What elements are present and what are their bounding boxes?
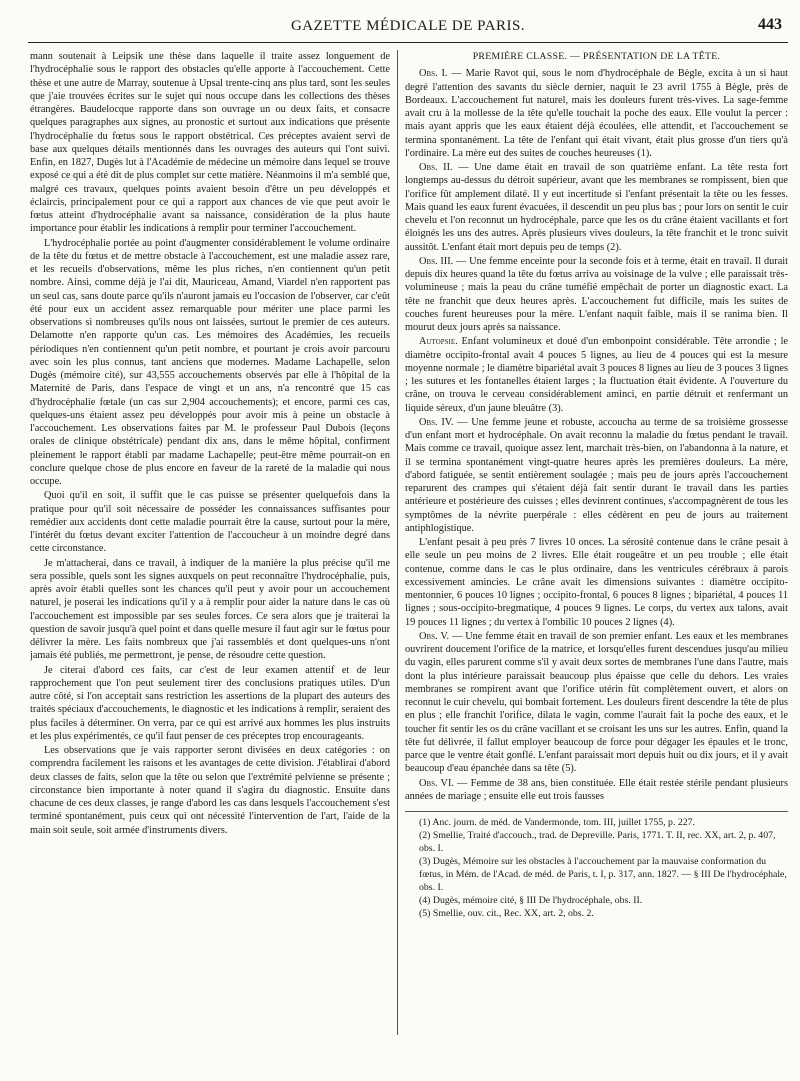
column-divider: [397, 50, 398, 1035]
observation: [405, 335, 788, 415]
right-column: [405, 50, 788, 1035]
observation-label: Obs. VI.: [419, 777, 454, 789]
page-number: 443: [758, 16, 782, 33]
observation-text: — Une femme jeune et robuste, accoucha au terme de sa troisième grossesse d'un enfant mort et hydrocéphale. On avait reconnu la maladie du fœtus pendant le travail. Mais comme ce travail, quoique assez lent, marchait très-bien, on l'abandonna à la nature, et il se termina spontanément vingt-quatre heures après les premières douleurs. La mère, d'abord fatiguée, se sentit entièrement soulagée ; mais peu de jours après l'accouchement reparurent des crampes qui s'étaient déjà fait sentir durant le travail dans les parties antérieure et postérieure des cuisses ; elles devinrent continues, s'accompagnèrent de tous les symptômes de la névrite puerpérale : elles cédèrent en peu de jours au traitement antiphlogistique.: [405, 416, 788, 534]
paragraph: Les observations que je vais rapporter seront divisées en deux catégories : on comprendra facilement les raisons et les avantages de cette division. J'établirai d'abord deux classes de faits, selon que la tête ou selon que l'extrémité pelvienne se présente ; circonstance bien importante à noter quand il s'agira du diagnostic. Ensuite dans chacune de ces deux classes, je range d'abord les cas dans lesquels l'accouchement s'est terminé spontanément, puis ceux qui ont nécessité l'intervention de l'art, l'aide de la main soit seule, soit armée d'instruments divers.: [30, 745, 390, 836]
paragraph: Quoi qu'il en soit, il suffit que le cas puisse se présenter quelquefois dans la pratique pour qu'il soit nécessaire de posséder les connaissances suffisantes pour remédier aux accidents dont cette maladie pourrait être la cause, surtout pour la mère, l'intérêt du fœtus devant exciter l'attention de l'accoucheur à un moindre degré dans cette circonstance.: [30, 490, 390, 555]
observation-text: — Une femme enceinte pour la seconde fois et à terme, était en travail. Il durait depuis dix heures quand la tête du fœtus arriva au voisinage de la vulve ; elle paraissait très-volumineuse ; mais la peau du crâne tuméfié empêchait de porter un diagnostic exact. La tête ne franchit que deux heures après. L'accouchement fut difficile, mais les suites de couches furent heureuses pour la mère. L'enfant naquit faible, mais il se ranima bien. Il mourut deux jours après sa naissance.: [405, 255, 788, 333]
observation: [405, 255, 788, 335]
section-heading: PREMIÈRE CLASSE. — PRÉSENTATION DE LA TÊTE.: [472, 51, 721, 62]
footnote: (5) Smellie, ouv. cit., Rec. XX, art. 2, obs. 2.: [419, 908, 594, 919]
paragraph: mann soutenait à Leipsik une thèse dans laquelle il traite assez longuement de l'hydrocéphalie sous le rapport des obstacles qu'elle apporte à l'accouchement. Cette thèse et une autre de Marray, soutenue à Upsal trente-cinq ans plus tard, sont les seules que j'aie trouvées écrites sur le sujet qui nous occupe dans les collections des thèses étrangères. Baudelocque rapporte dans son ouvrage un ou deux faits, et consacre quelques paragraphes aux signes, au pronostic et surtout aux indications que présente l'hydrocéphalie du fœtus sous le rapport obstétrical. Ces préceptes avaient servi de base aux quelques détails mentionnés dans les ouvrages des auteurs qui l'ont suivi. Enfin, en 1827, Dugès lut à l'Académie de médecine un mémoire dans lequel se trouve exposé ce qui a été dit de plus complet sur cette matière. Néanmoins il m'a semblé que, malgré ces travaux, quelques points avaient besoin d'être un peu développés et éclaircis, principalement pour ce qui a rapport aux chances de vie que peut avoir le fœtus atteint d'hydrocéphalie avant sa naissance, considération de la plus haute importance pour établir les indications à remplir pour terminer l'accouchement.: [30, 51, 390, 235]
paragraph: Je citerai d'abord ces faits, car c'est de leur examen attentif et de leur rapprochement que l'on peut seulement tirer des conclusions pratiques utiles. D'un autre côté, si l'on acceptait sans restriction les assertions de la plupart des auteurs des traités spéciaux d'accouchements, le diagnostic et les indications à remplir, seraient des plus faciles à déterminer. On verra, par ce qui est arrivé aux hommes les plus instruits et les plus expérimentés, ce qu'il faut penser de ces préceptes trop encourageants.: [30, 664, 390, 742]
observation: [405, 416, 788, 535]
observation-label: Autopsie.: [419, 336, 458, 348]
observation-text: — Marie Ravot qui, sous le nom d'hydrocéphale de Bègle, excita à un si haut degré l'attention des savants du siècle dernier, naquit le 23 avril 1755 à Bègle, près de Bordeaux. L'accouchement fut naturel, mais les douleurs furent très-vives. La sage-femme avait cru à la mollesse de la tête qu'elle touchait la poche des eaux. Elle voulut la percer : mais ayant appris que les eaux étaient déjà écoulées, elle attendit, et l'accouchement se termina spontanément. La tête de l'enfant qui était vivant, était plus grosse d'un tiers qu'à l'ordinaire. La mère eut des suites de couches heureuses (1).: [405, 68, 788, 159]
footnote: (3) Dugès, Mémoire sur les obstacles à l'accouchement par la mauvaise conformation du fœtus, in Mém. de l'Acad. de méd. de Paris, t. I, p. 317, ann. 1827. — § III De l'hydrocéphale, obs. I.: [419, 856, 787, 893]
paragraph: L'hydrocéphalie portée au point d'augmenter considérablement le volume ordinaire de la tête du fœtus et de mettre obstacle à l'accouchement, est une maladie assez rare, et les recueils d'observations, même les plus riches, n'en contiennent qu'un petit nombre. Ainsi, comme déjà je l'ai dit, Mauriceau, Amand, Viardel n'en rapportent pas un seul cas, sans doute parce qu'ils n'auront jamais eu l'occasion de l'observer, car c'eût été pour eux un accident assez remarquable pour mériter une place parmi les observations si nombreuses qu'ils nous ont laissées, surtout le premier de ces auteurs. Delamotte n'en rapporte qu'un cas. Les mémoires des Académies, les recueils périodiques n'en contiennent qu'un petit nombre, et pourtant je crois avoir parcouru avec soin les plus connus, tant anciens que modernes. Madame Lachapelle, selon Dugès (mémoire cité), sur 43,555 accouchements observés par elle à l'hôpital de la Maternité de Paris, dans l'espace de vingt et un ans, n'a rencontré que 15 cas d'hydrocéphalie fœtale (un cas sur 2,904 accouchements); et encore, parmi ces cas, quelques-uns étaient assez peu développés pour avoir mis à peine un obstacle à l'accouchement. Les observations faites par M. le professeur Paul Dubois (leçons orales de clinique obstétricale) pendant dix ans, dans le même hôpital, confirment pleinement le rapport établi par madame Lachapelle; peut-être même pourrait-on en conclure quelque chose de plus encore en faveur de la rareté de la maladie qui nous occupe.: [30, 237, 390, 487]
paragraph: Je m'attacherai, dans ce travail, à indiquer de la manière la plus précise qu'il me sera possible, quels sont les signes auxquels on peut reconnaître l'hydrocéphalie, puis, après avoir établi quelles sont les chances qu'il peut y avoir pour un accouchement naturel, je poserai les indications qu'il y a à remplir pour aider la nature dans le cas où l'accouchement est impossible par ses seules forces. Ce sera alors que je traiterai la question de savoir jusqu'à quel point et dans quelle mesure il faut agir sur le fœtus pour délivrer la mère. Les faits nombreux que j'ai rassemblés et dont quelques-uns n'ont jamais été publiés, me permettront, je pense, de résoudre cette question.: [30, 557, 390, 662]
footnote: (4) Dugès, mémoire cité, § III De l'hydrocéphale, obs. II.: [419, 895, 643, 906]
observation-label: Obs. I.: [419, 68, 448, 80]
observation-label: Obs. II.: [419, 162, 453, 173]
observation-label: Obs. IV.: [419, 416, 454, 428]
observation-text: — Femme de 38 ans, bien constituée. Elle était restée stérile pendant plusieurs années de mariage ; ensuite elle eut trois fausses: [405, 777, 788, 802]
observation-text: L'enfant pesait à peu près 7 livres 10 onces. La sérosité contenue dans le crâne pesait à elle seule un peu moins de 2 livres. Elle était rougeâtre et un peu trouble ; elle était contenue, comme dans le cas le plus ordinaire, dans les ventricules cérébraux à parois excessivement amincies. Le crâne avait les dimensions suivantes : diamètre occipito-mentonnier, 6 pouces 10 lignes ; occipito-frontal, 6 pouces 8 lignes ; bipariétal, 4 pouces 11 lignes ; sous-occipito-bregmatique, 4 pouces 9 lignes. Le corps, du vertex aux talons, avait 19 pouces 11 lignes ; du vertex à l'ombilic 10 pouces 2 lignes (4).: [405, 537, 788, 628]
observation-label: Obs. III.: [419, 255, 454, 267]
observation: [405, 161, 788, 254]
observation: [405, 630, 788, 776]
footnote: (1) Anc. journ. de méd. de Vandermonde, tom. III, juillet 1755, p. 227.: [419, 817, 695, 828]
journal-title: GAZETTE MÉDICALE DE PARIS.: [290, 18, 526, 34]
left-column: [30, 50, 390, 1035]
observation-text: Enfant volumineux et doué d'un embonpoint considérable. Tête arrondie ; le diamètre occipito-frontal avait 4 pouces 5 lignes, au lieu de 4 pouces qui est la mesure moyenne normale ; le diamètre bipariétal avait 3 pouces 8 lignes au lieu de 3 pouces 3 lignes ; les sutures et les fontanelles étaient larges ; la fluctuation était évidente. A l'ouverture du crâne, on trouva le cerveau considérablement aminci, en partie détruit et renfermant un liquide séreux, d'un jaune bleuâtre (3).: [405, 336, 788, 414]
observation: [405, 67, 788, 160]
footnotes: [405, 811, 788, 920]
page-header: [28, 14, 788, 43]
observation-label: Obs. V.: [419, 630, 450, 642]
observation: [405, 536, 788, 629]
footnote: (2) Smellie, Traité d'accouch., trad. de Depreville. Paris, 1771. T. II, rec. XX, art. 2, p. 407, obs. I.: [419, 830, 776, 854]
observation-text: — Une femme était en travail de son premier enfant. Les eaux et les membranes ouvrirent doucement l'orifice de la matrice, et lorsqu'elles furent descendues jusqu'au milieu du vagin, elles parurent comme s'il y avait deux sortes de membranes l'une dans l'autre, mais dont la plus intérieure paraissait beaucoup plus épaisse que celle du dehors. Les vraies membranes se rompirent avant que l'orifice utérin fût complètement ouvert, et alors on reconnut le cuir chevelu, qui bombait fortement. Les douleurs firent descendre la tête de plus en plus ; elle franchit l'orifice, dilata le vagin, comme l'aurait fait la poche des eaux, et le toucher fit sentir les os du crâne vacillant et se croisant les uns sur les autres. Enfin, quand la tête fut délivrée, il fallut employer beaucoup de force pour dégager les épaules et le tronc, parce que le ventre était gonflé. L'enfant paraissait mort depuis huit ou dix jours, et il y avait beaucoup d'eau épanchée dans sa tête (5).: [405, 630, 788, 775]
observation-text: — Une dame était en travail de son quatrième enfant. La tête resta fort longtemps au-dessus du détroit supérieur, avant que les membranes se rompissent, bien que l'orifice fût amplement dilaté. Il y eut incertitude si l'enfant présentait la tête ou les fesses. Mais quand les eaux furent évacuées, il descendit un peu plus bas ; pour lors on sentit le cuir chevelu et l'on reconnut un hydrocéphale, parce que les os du crâne étaient vacillants et fort éloignés les uns des autres. Après plusieurs vives douleurs, la tête franchit et le tronc suivit aussitôt. L'enfant était mort depuis peu de temps (2).: [405, 162, 788, 253]
observation: [405, 777, 788, 804]
